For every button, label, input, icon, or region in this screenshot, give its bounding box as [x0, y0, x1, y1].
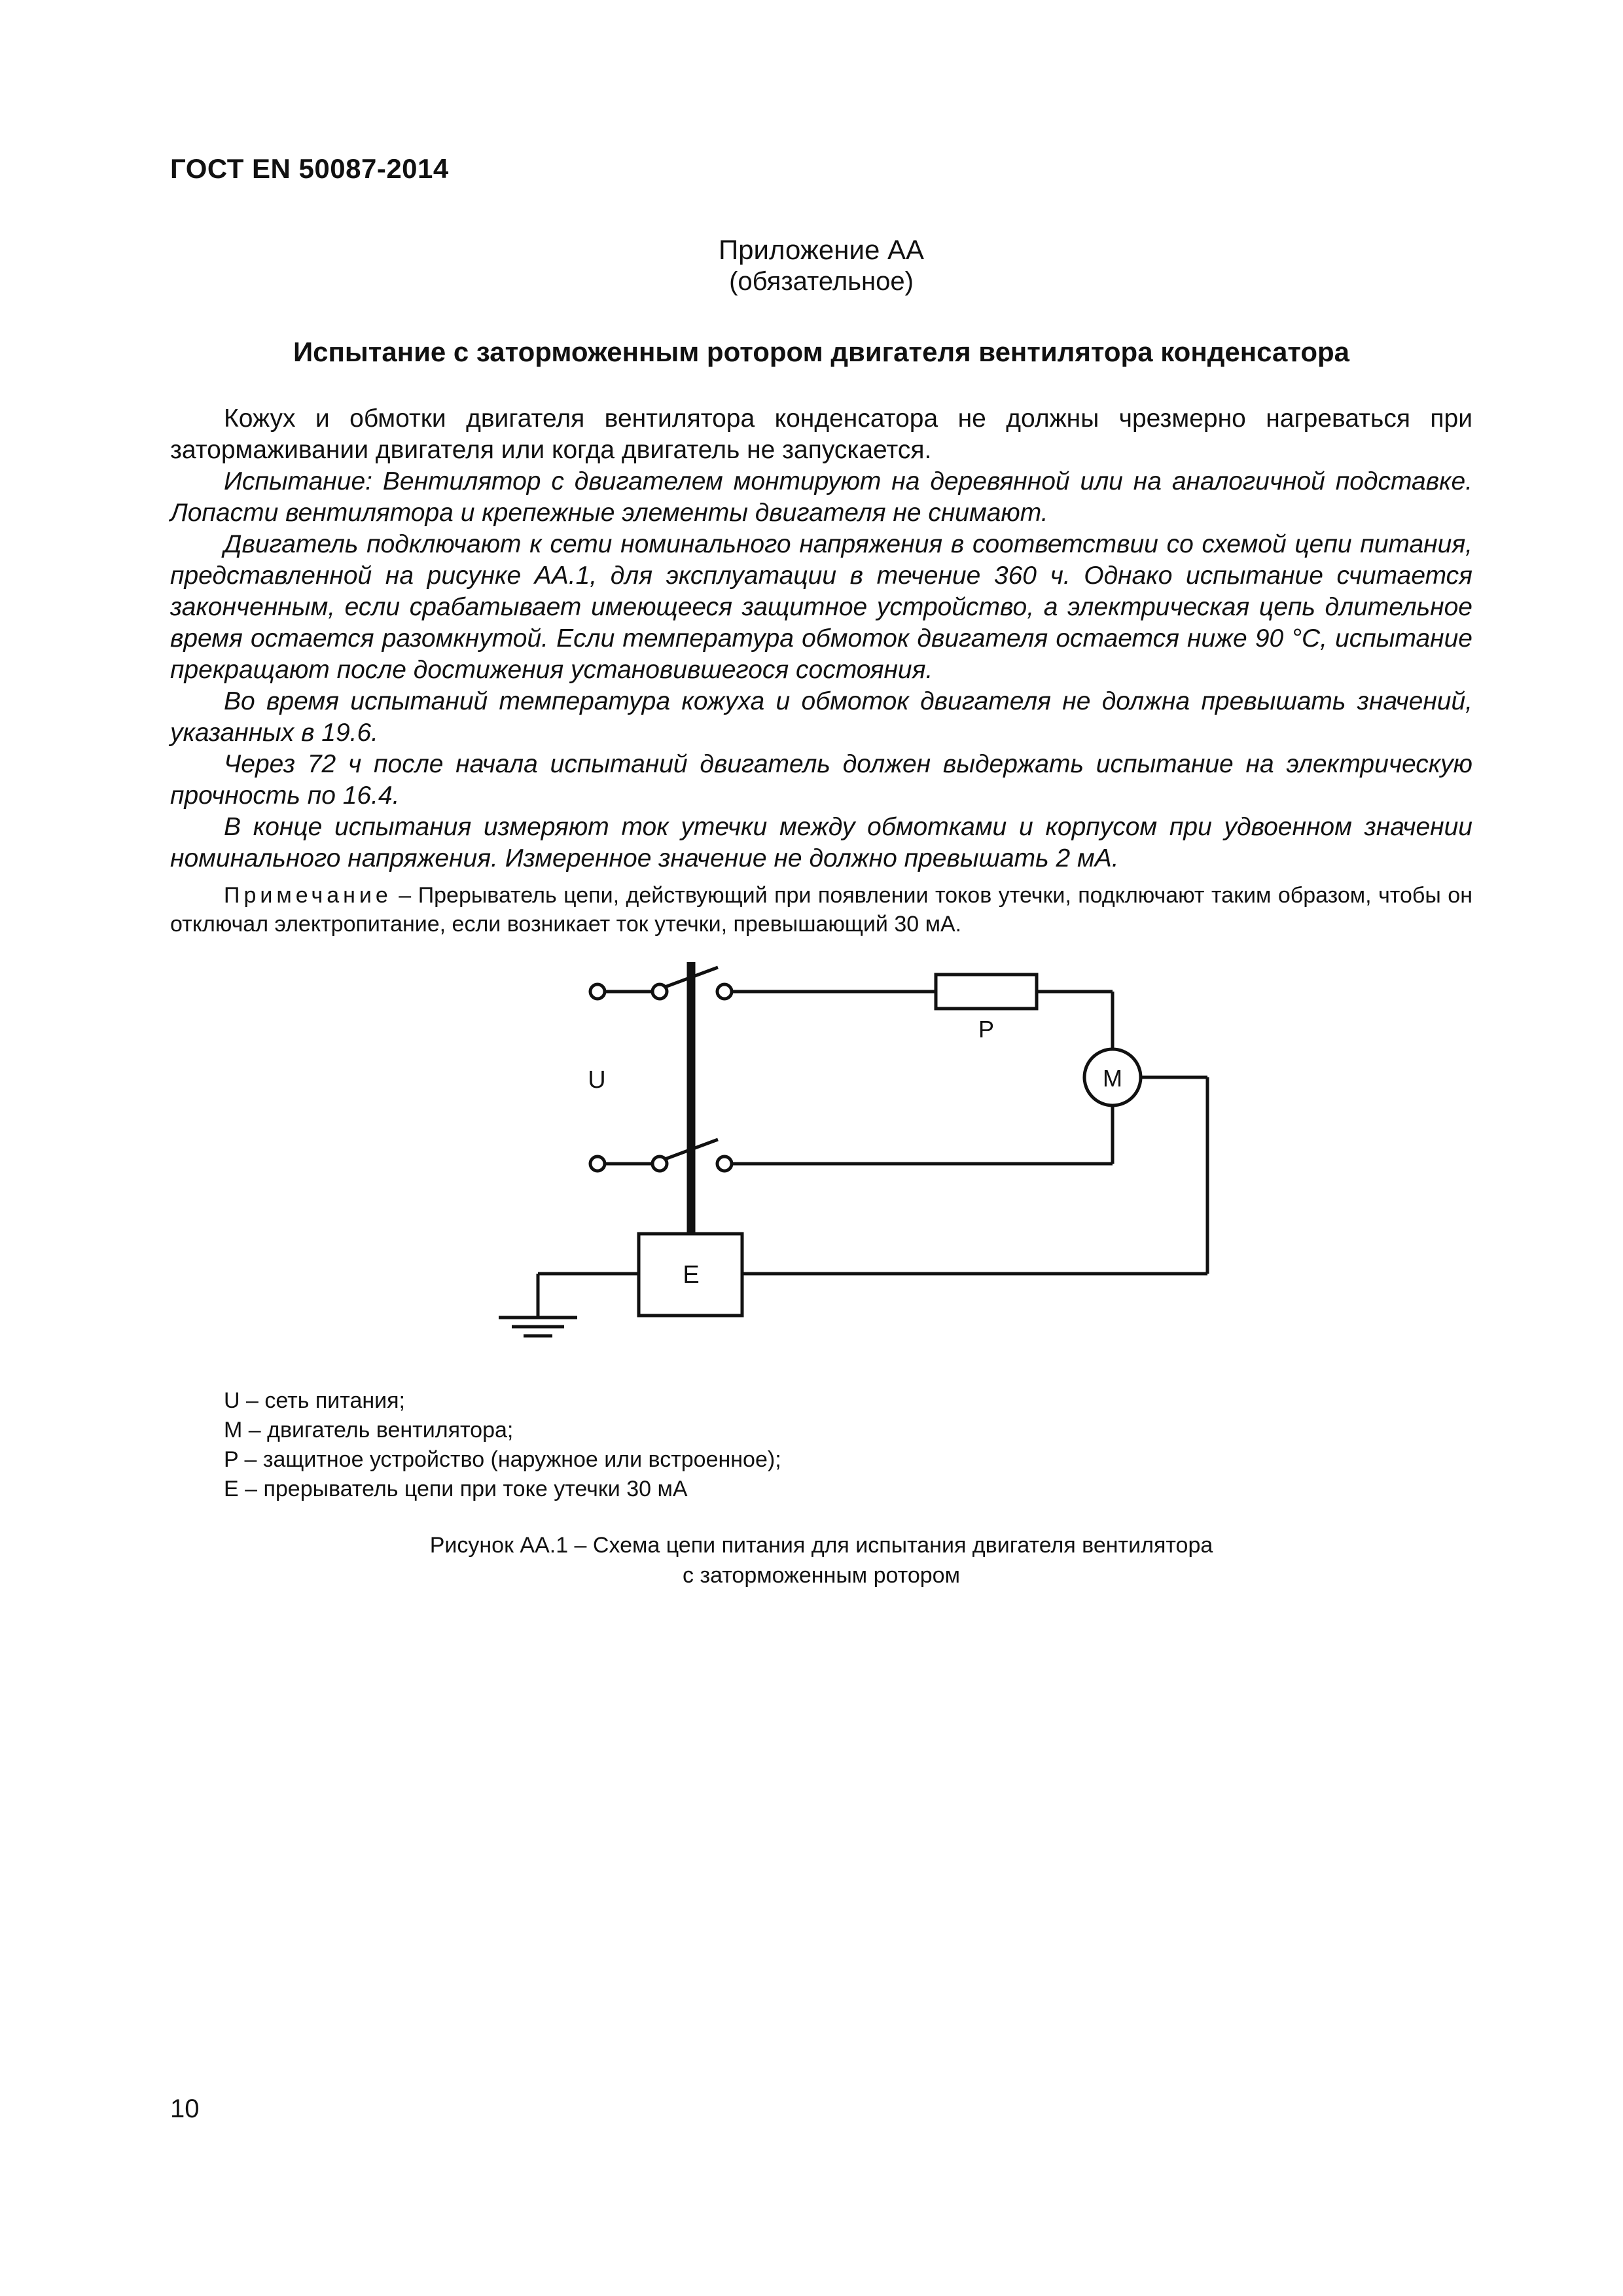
paragraph: Во время испытаний температура кожуха и обмоток двигателя не должна превышать значений, указанных в 19.6. [170, 687, 1472, 747]
caption-line-2: с заторможенным ротором [683, 1563, 960, 1588]
switch-terminal-top [717, 984, 732, 999]
section-heading: Испытание с заторможенным ротором двигателя вентилятора конденсатора [293, 336, 1350, 367]
legend [224, 1386, 781, 1504]
paragraph: В конце испытания измеряют ток утечки между обмотками и корпусом при удвоенном значении номинального напряжения. Измеренное значение не должно превышать 2 мА. [170, 813, 1472, 872]
document-header: ГОСТ EN 50087-2014 [170, 153, 449, 184]
label-p: P [978, 1016, 995, 1043]
legend-item: M – двигатель вентилятора; [224, 1418, 514, 1443]
terminal-bottom-left [590, 1157, 605, 1171]
legend-item: U – сеть питания; [224, 1388, 405, 1413]
annex-status: (обязательное) [729, 267, 914, 296]
label-e: E [683, 1261, 700, 1289]
paragraph: Двигатель подключают к сети номинального напряжения в соответствии со схемой цепи питания, представленной на рисунке АА.1, для эксплуатации в течение 360 ч. Однако испытание считается законченным, если срабатывает имеющееся защитное устройство, а электрическая цепь длительное время остается разомкнутой. Если температура обмоток двигателя остается ниже 90 °С, испытание прекращают после достижения установившегося состояния. [170, 530, 1472, 684]
switch-contact-top [652, 984, 667, 999]
label-u: U [588, 1066, 606, 1094]
legend-item: E – прерыватель цепи при токе утечки 30 мА [224, 1477, 688, 1501]
label-m: M [1103, 1065, 1122, 1092]
page-number: 10 [170, 2094, 200, 2123]
paragraph: Испытание: Вентилятор с двигателем монтируют на деревянной или на аналогичной подставке. Лопасти вентилятора и крепежные элементы двигателя не снимают. [170, 467, 1472, 527]
note-label: Примечание [224, 883, 392, 908]
caption-line-1: Рисунок АА.1 – Схема цепи питания для испытания двигателя вентилятора [429, 1533, 1213, 1558]
legend-item: P – защитное устройство (наружное или встроенное); [224, 1447, 781, 1472]
switch-terminal-bottom [717, 1157, 732, 1171]
switch-contact-bottom [652, 1157, 667, 1171]
paragraph: Через 72 ч после начала испытаний двигатель должен выдержать испытание на электрическую прочность по 16.4. [170, 750, 1472, 810]
terminal-top-left [590, 984, 605, 999]
annex-title: Приложение АА [718, 234, 925, 265]
figure-caption [170, 1530, 1472, 1590]
protective-device [936, 975, 1037, 1009]
note-text: – Прерыватель цепи, действующий при появлении токов утечки, подключают таким образом, чтобы он отключал электропитание, если возникает ток утечки, превышающий 30 мА. [170, 883, 1472, 937]
paragraph: Кожух и обмотки двигателя вентилятора конденсатора не должны чрезмерно нагреваться при затормаживании двигателя или когда двигатель не запускается. [170, 404, 1472, 464]
